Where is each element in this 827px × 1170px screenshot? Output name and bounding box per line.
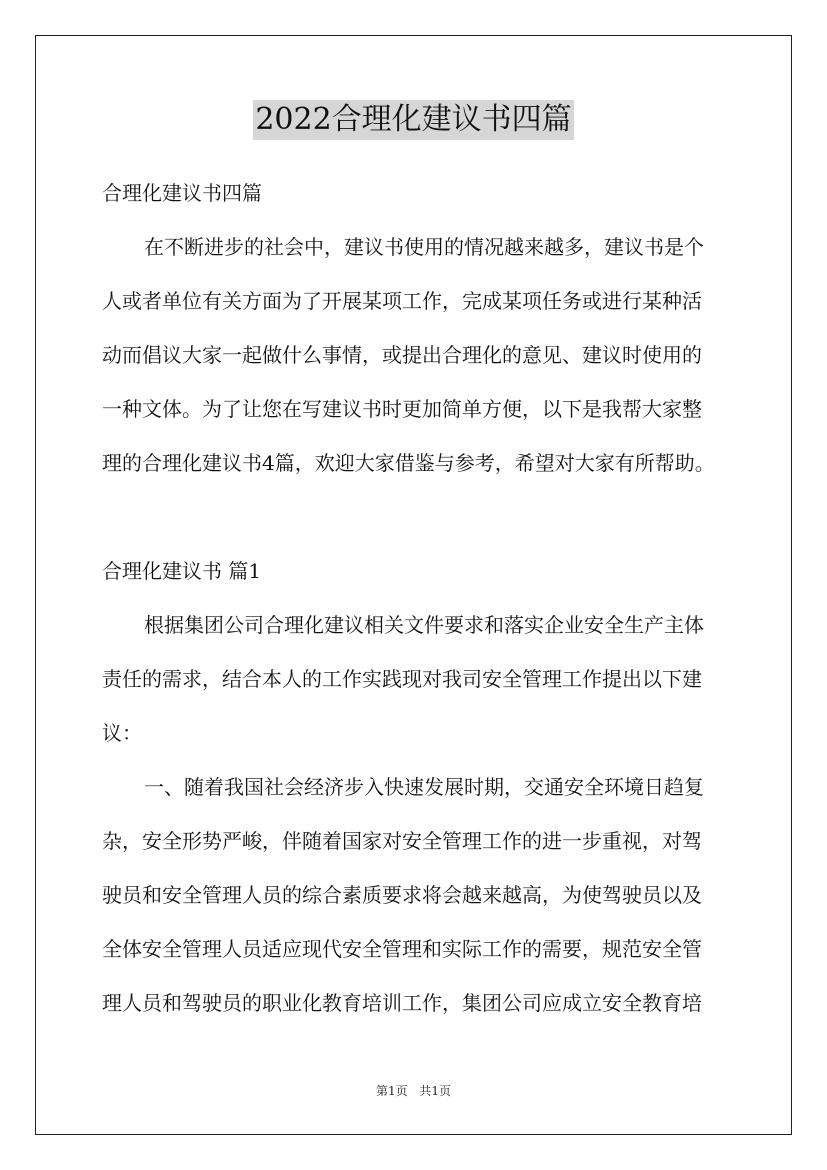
page-footer [0, 1083, 827, 1099]
page-total: 共1页 [419, 1084, 452, 1098]
paragraph-line: 议： [102, 721, 142, 745]
paragraph-line: 驶员和安全管理人员的综合素质要求将会越来越高，为使驾驶员以及 [102, 883, 702, 907]
paragraph-line: 理人员和驾驶员的职业化教育培训工作，集团公司应成立安全教育培 [102, 991, 702, 1015]
paragraph-line: 责任的需求，结合本人的工作实践现对我司安全管理工作提出以下建 [102, 667, 702, 691]
title-container [0, 100, 827, 140]
document-body [102, 170, 742, 1034]
section1-paragraph-2 [102, 764, 742, 1034]
intro-line: 在不断进步的社会中，建议书使用的情况越来越多，建议书是个 [144, 235, 704, 259]
paragraph-line: 全体安全管理人员适应现代安全管理和实际工作的需要，规范安全管 [102, 937, 702, 961]
document-title: 2022合理化建议书四篇 [253, 100, 573, 140]
page-number: 第1页 [375, 1084, 408, 1098]
intro-line: 动而倡议大家一起做什么事情，或提出合理化的意见、建议时使用的 [102, 343, 702, 367]
paragraph-line: 根据集团公司合理化建议相关文件要求和落实企业安全生产主体 [144, 613, 704, 637]
intro-line: 理的合理化建议书4篇，欢迎大家借鉴与参考，希望对大家有所帮助。 [102, 451, 715, 475]
blank-line [102, 494, 742, 548]
section1-paragraph-1 [102, 602, 742, 764]
intro-paragraph [102, 224, 742, 494]
document-subtitle: 合理化建议书四篇 [102, 181, 262, 205]
paragraph-line: 一、随着我国社会经济步入快速发展时期，交通安全环境日趋复 [144, 775, 704, 799]
intro-line: 一种文体。为了让您在写建议书时更加简单方便，以下是我帮大家整 [102, 397, 702, 421]
section-heading: 合理化建议书 篇1 [102, 559, 262, 583]
intro-line: 人或者单位有关方面为了开展某项工作，完成某项任务或进行某种活 [102, 289, 702, 313]
paragraph-line: 杂，安全形势严峻，伴随着国家对安全管理工作的进一步重视，对驾 [102, 829, 702, 853]
